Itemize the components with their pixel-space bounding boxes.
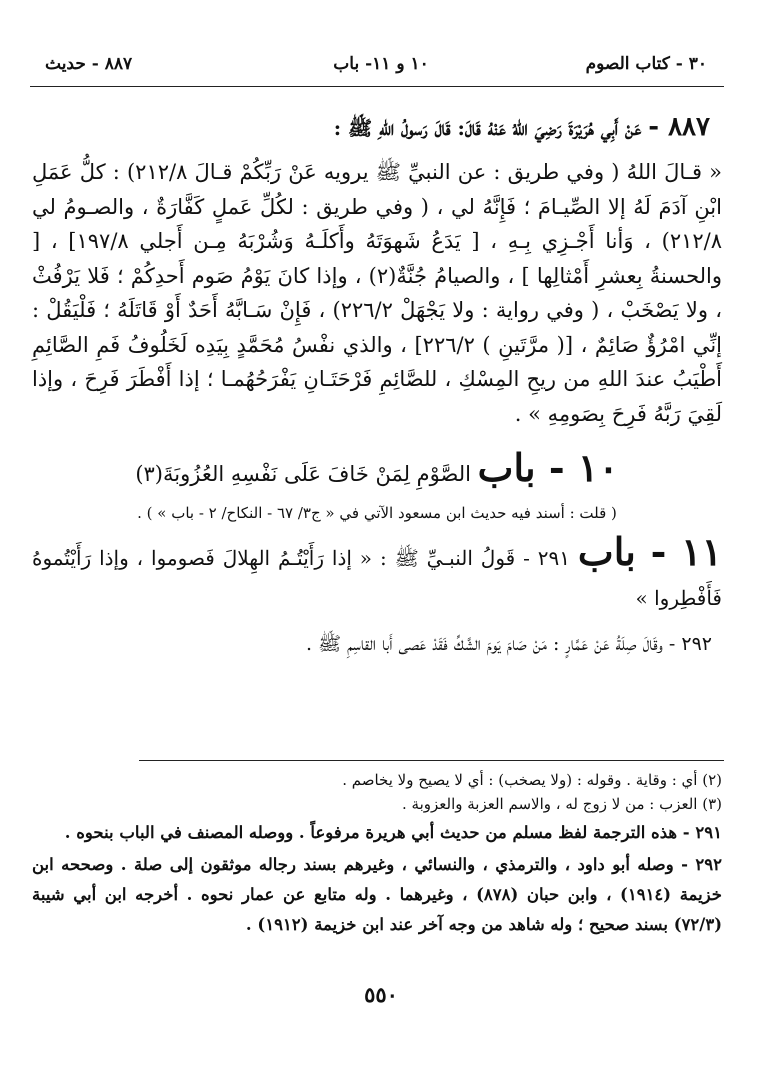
chapter-11-label: ١١ - باب	[577, 529, 722, 574]
footnote-2: (٢) أي : وقاية . وقوله : (ولا يصخب) : أي لا يصيح ولا يخاصم .	[342, 771, 722, 789]
commentary-291: ٢٩١ - هذه الترجمة لفظ مسلم من حديث أبي هريرة مرفوعاً . ووصله المصنف في الباب بنحوه .	[64, 823, 722, 842]
footnote-3: (٣) العزب : من لا زوج له ، والاسم العزبة والعزوبة .	[402, 795, 722, 813]
running-header-book: ٣٠ - كتاب الصوم	[585, 54, 707, 74]
hadith-text: « قـالَ اللهُ ( وفي طريق : عن النبيِّ ﷺ يرويه عَنْ رَبِّكُمْ قـالَ ٢١٢/٨) : كلُّ عَمَلِ ابْنِ آدَمَ لَهُ إلا الصِّيـامَ ؛ فَإِنَّهُ لي ، ( وفي طريق : لكُلِّ عَملٍ كَفَّارَةٌ ، والصـومُ لي ٢١٢/٨) ، وَأنا أَجْـزِي بِـهِ ، [ يَدَعُ شَهوَتَهُ وأَكلَـهُ وَشُرْبَهُ مِـن أَجلي ١٩٧/٨] ، [ والحسنةُ بِعشرِ أَمْثالِها ] ، والصيامُ جُنَّةٌ(٢) ، وإذا كانَ يَوْمُ صَوم أَحدِكُمْ ؛ فَلا يَرْفُثْ ، ولا يَصْخَبْ ، ( وفي رواية : ولا يَجْهَلْ ٢٢٦/٢) ، فَإِنْ سَـابَّهُ أَحَدٌ أَوْ قَاتَلَهُ ؛ فَلْيَقُلْ : إنِّي امْرُؤٌ صَائِمٌ ، [( مرَّتَينِ ) ٢٢٦/٢] ، والذي نفْسُ مُحَمَّدٍ بِيَدِه لَخَلُوفُ فَمِ الصَّائِمِ أَطْيَبُ عندَ اللهِ من ريحِ المِسْكِ ، للصَّائِمِ فَرْحَتَـانِ يَفْرَحُهُمـا ؛ إذا أَفْطَرَ فَرِحَ ، وإذا لَقِيَ رَبَّهُ فَرِحَ بِصَومِهِ » .	[32, 160, 723, 426]
chapter-11-heading	[32, 529, 722, 618]
chapter-10-heading	[32, 445, 722, 490]
footnotes	[32, 768, 722, 940]
commentary-292: ٢٩٢ - وصله أبو داود ، والترمذي ، والنسائي ، وغيرهم بسند رجاله موثقون إلى صلة . وصححه ابن خزيمة (١٩١٤) ، وابن حبان (٨٧٨) ، وغيرهما . وله متابع عن عمار نحوه . أخرجه ابن أبي شيبة (٧٢/٣) بسند صحيح ؛ وله شاهد من وجه آخر عند ابن خزيمة (١٩١٢) .	[32, 855, 722, 934]
chapter-10-label: ١٠ - باب	[477, 445, 619, 490]
main-text	[32, 112, 722, 660]
chapter-11-title: ٢٩١ - قَولُ النبـيِّ ﷺ : « إذا رَأَيْتُـمُ الهِلالَ فَصوموا ، وإذا رَأَيْتُموهُ فَأَفْطِروا »	[32, 546, 722, 610]
running-header-chapter: ١٠ و ١١- باب	[333, 54, 429, 74]
hadith-intro: عَنْ أَبِي هُرَيْرَةَ رَضِيَ اللهُ عَنْهُ قَالَ: قَالَ رَسولُ اللهِ ﷺ :	[333, 116, 642, 140]
chapter-11-sub: ٢٩٢ - وقَالَ صِلَةُ عَنْ عَمَّارٍ : مَنْ صَامَ يَومَ الشَّكِّ فَقَدْ عَصى أَبا القاسِمِ ﷺ .	[306, 633, 712, 655]
hadith-heading	[32, 112, 722, 145]
header-rule	[30, 86, 724, 87]
chapter-10-title: الصَّوْمِ لِمَنْ خَافَ عَلَى نَفْسِهِ العُزُوبَةَ(٣)	[135, 462, 471, 486]
running-header-hadith: ٨٨٧ - حديث	[45, 54, 133, 74]
footnote-rule	[139, 760, 724, 761]
page-number: ٥٥٠	[364, 982, 398, 1007]
hadith-number: ٨٨٧ -	[648, 112, 710, 142]
chapter-10-note: ( قلت : أسند فيه حديث ابن مسعود الآتي في « ج٣/ ٦٧ - النكاح/ ٢ - باب » ) .	[137, 504, 617, 522]
